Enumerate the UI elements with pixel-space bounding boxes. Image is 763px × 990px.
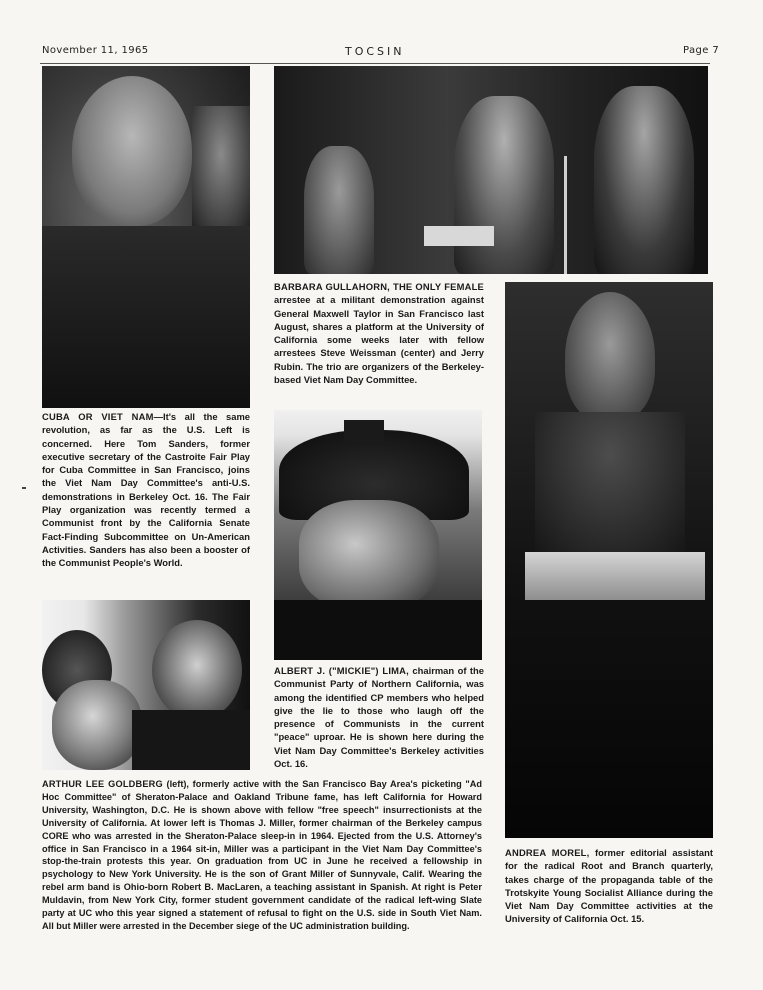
- caption-gullahorn-body: arrestee at a militant demonstration against General Maxwell Taylor in San Francisco last August, shares a platform at the University of California some weeks later with fellow arrestees Steve Weissman (center) and Jerry Rubin. The trio are organizers of the Berkeley-based Viet Nam Day Committee.: [274, 294, 484, 386]
- photo-tom-sanders: [42, 66, 250, 408]
- caption-goldberg-body: (left), formerly active with the San Francisco Bay Area's picketing "Ad Hoc Committee" of Sheraton-Palace and Oakland Tribune fame, has left California for Howard University, Washington, D.C. He is shown above with fellow "free speech" insurrectionists at the University of California. At lower left is Thomas J. Miller, former chairman of the Berkeley campus CORE who was arrested in the Sheraton-Palace sleep-in in 1964. Ejected from the U.S. Attorney's office in San Francisco in a 1964 sit-in, Miller was a participant in the Viet Nam Day Committee's stop-the-train protests this year. On graduation from UC in June he received a fellowship in psychology to New York University. He is the son of Grant Miller of Sunnyvale, Calif. Wearing the rebel arm band is Ohio-born Robert B. MacLaren, a teaching assistant in Spanish. At right is Peter Muldavin, from New York City, former student government candidate of the radical left-wing Slate party at UC who this year signed a statement of refusal to fight on the U.S. side in South Viet Nam. All but Miller were arrested in the December siege of the UC administration building.: [42, 779, 482, 931]
- photo-albert-lima: [274, 410, 482, 660]
- header-rule: [40, 63, 710, 64]
- caption-morel-lead: ANDREA MOREL,: [505, 847, 590, 858]
- masthead: TOCSIN: [345, 45, 405, 58]
- photo-andrea-morel: [505, 282, 713, 838]
- caption-lima-lead: ALBERT J. ("MICKIE") LIMA,: [274, 665, 409, 676]
- margin-mark: [22, 487, 26, 489]
- caption-lima-body: chairman of the Communist Party of Northern California, was among the identified CP members who helped give the lie to those who laugh off the presence of Communists in the current "peace" uproar. He is shown here during the Viet Nam Day Committee's Berkeley activities Oct. 16.: [274, 665, 484, 770]
- caption-morel-body: former editorial assistant for the radical Root and Branch quarterly, takes charge of the propaganda table of the Trotskyite Young Socialist Alliance during the Viet Nam Day Committee activities at the University of California Oct. 15.: [505, 847, 713, 925]
- photo-goldberg-group: [42, 600, 250, 770]
- caption-goldberg-lead: ARTHUR LEE GOLDBERG: [42, 779, 163, 789]
- photo-gullahorn-weissman-rubin: [274, 66, 708, 274]
- caption-gullahorn: [274, 280, 484, 386]
- caption-sanders-lead: CUBA OR VIET NAM: [42, 411, 154, 422]
- caption-goldberg: [42, 778, 482, 933]
- caption-lima: [274, 664, 484, 770]
- page-number: Page 7: [683, 45, 720, 56]
- issue-date: November 11, 1965: [42, 45, 149, 56]
- caption-gullahorn-lead: BARBARA GULLAHORN, THE ONLY FEMALE: [274, 281, 484, 292]
- caption-sanders: [42, 410, 250, 570]
- caption-morel: [505, 846, 713, 926]
- caption-sanders-body: —It's all the same revolution, as far as the U.S. Left is concerned. Here Tom Sanders, former executive secretary of the Castroite Fair Play for Cuba Committee in San Francisco, joins the Viet Nam Day Committee's anti-U.S. demonstrations in Berkeley Oct. 16. The Fair Play organization was recently termed a Communist front by the California Senate Fact-Finding Subcommittee on Un-American Activities. Sanders has also been a booster of the Communist People's World.: [42, 411, 251, 569]
